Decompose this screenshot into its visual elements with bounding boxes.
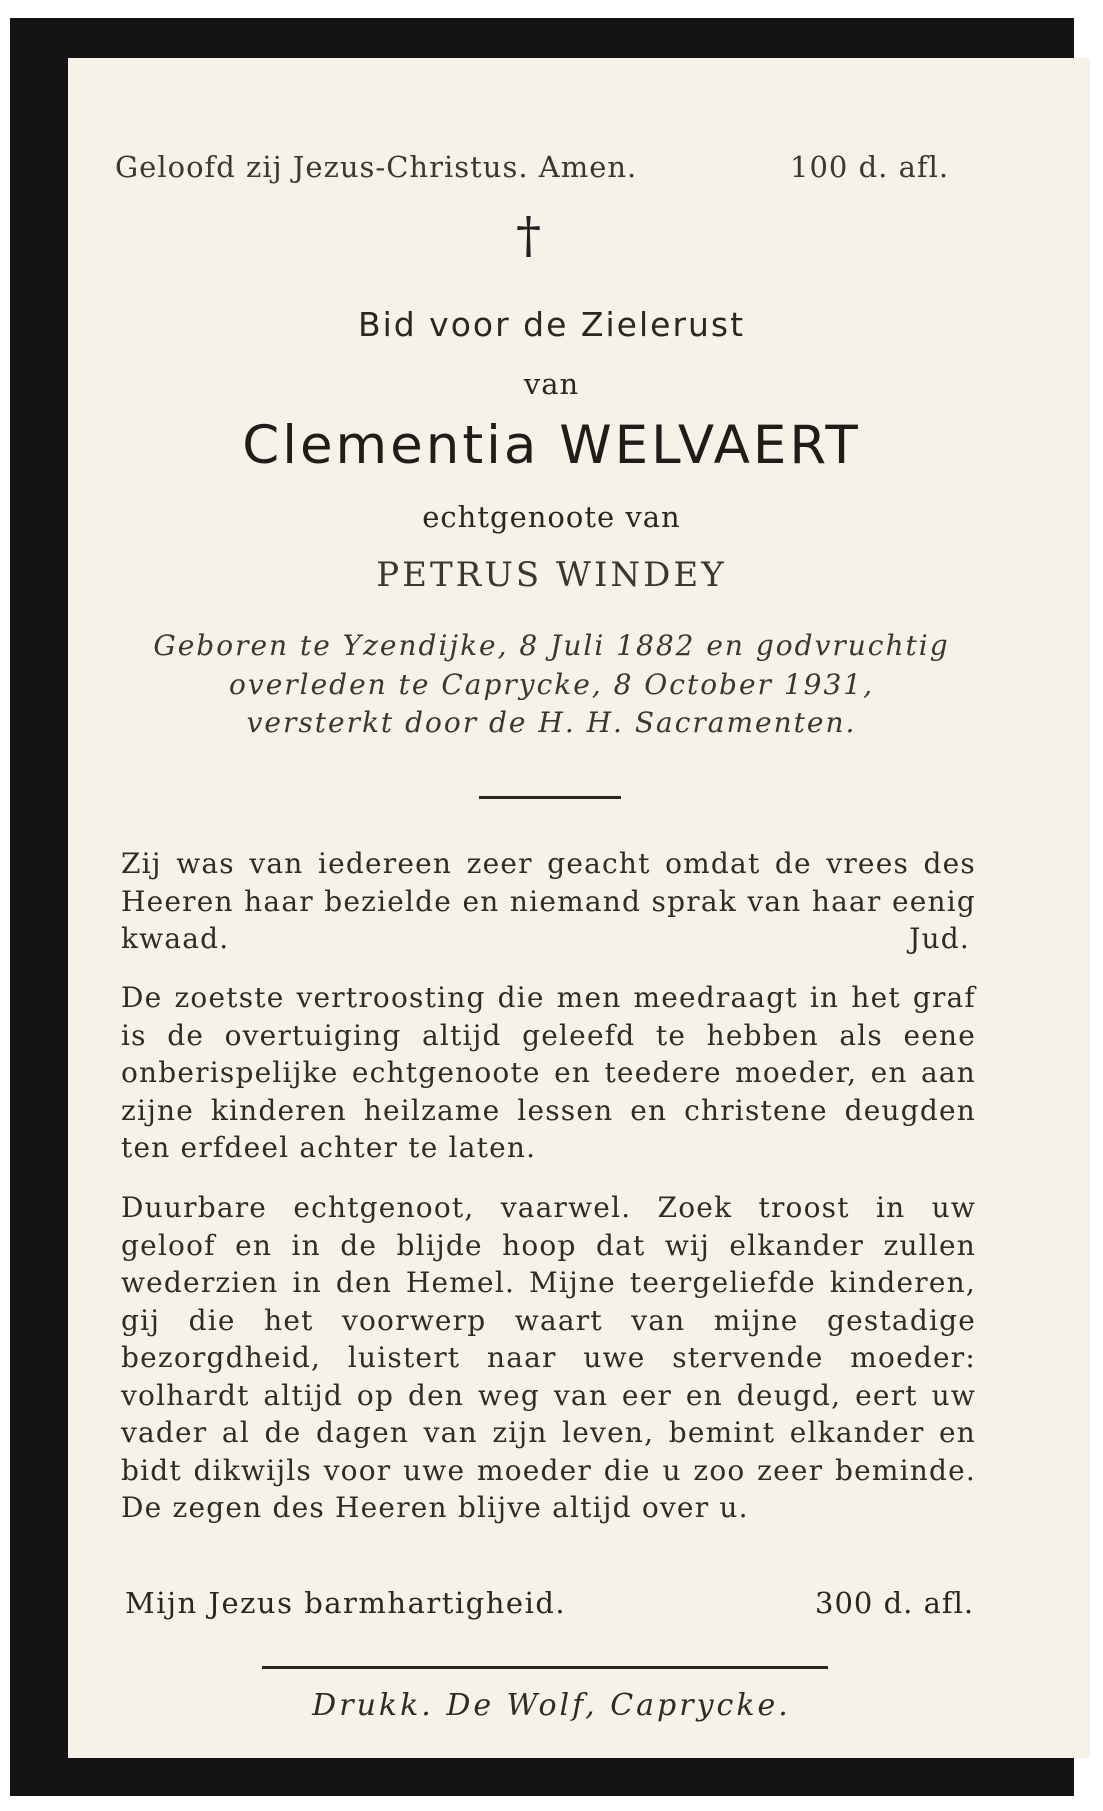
life-line-sacraments: versterkt door de H. H. Sacramenten. — [246, 706, 857, 739]
paragraph-2 — [121, 979, 976, 1167]
cross-icon: † — [516, 206, 541, 264]
spouse-name: PETRUS WINDEY — [376, 555, 727, 595]
spouse-intro: echtgenoote van — [422, 500, 681, 534]
deceased-name: Clementia WELVAERT — [242, 415, 861, 476]
scripture-ref: Jud. — [909, 922, 970, 955]
life-line-birth: Geboren te Yzendijke, 8 Juli 1882 en godvruchtig — [153, 629, 950, 662]
printer-credit: Drukk. De Wolf, Caprycke. — [312, 1688, 791, 1723]
footer-prayer: Mijn Jezus barmhartigheid. — [125, 1586, 567, 1620]
paragraph-1-text: Zij was van iedereen zeer geacht omdat de vrees des Heeren haar bezielde en niemand sprak van haar eenig kwaad. — [121, 847, 976, 955]
paragraph-2-text: De zoetste vertroosting die men meedraagt in het graf is de overtuiging altijd geleefd te hebben als eene onberispelijke echtgenoote en teedere moeder, en aan zijne kinderen heilzame lessen en christene deugden ten erfdeel achter te laten. — [121, 981, 976, 1164]
footer-indulgence: 300 d. afl. — [815, 1586, 975, 1620]
divider-short — [479, 796, 621, 799]
prayer-request: Bid voor de Zielerust — [357, 305, 746, 344]
header-indulgence: 100 d. afl. — [790, 150, 950, 184]
van-label: van — [523, 367, 580, 401]
paragraph-1 — [121, 845, 976, 958]
paragraph-3 — [121, 1189, 976, 1527]
life-line-death: overleden te Caprycke, 8 October 1931, — [229, 668, 874, 701]
divider-long — [262, 1666, 828, 1669]
paragraph-3-text: Duurbare echtgenoot, vaarwel. Zoek troost in uw geloof en in de blijde hoop dat wij elkander zullen wederzien in den Hemel. Mijne teergeliefde kinderen, gij die het voorwerp waart van mijne gestadige bezorgdheid, luistert naar uwe stervende moeder: volhardt altijd op den weg van eer en deugd, eert uw vader al de dagen van zijn leven, bemint elkander en bidt dikwijls voor uwe moeder die u zoo zeer beminde. De zegen des Heeren blijve altijd over u. — [121, 1191, 976, 1524]
header-prayer: Geloofd zij Jezus-Christus. Amen. — [115, 150, 638, 184]
